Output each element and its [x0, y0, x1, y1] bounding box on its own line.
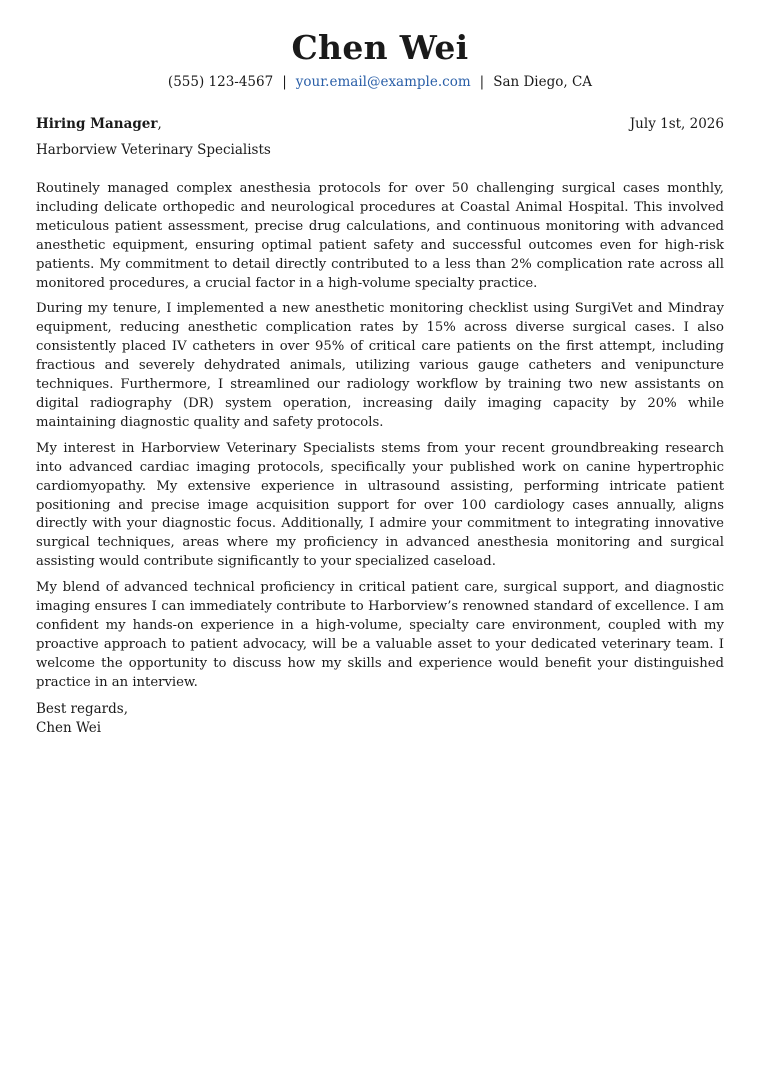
email-link[interactable]: your.email@example.com — [295, 74, 471, 90]
body-paragraph: My interest in Harborview Veterinary Specialists stems from your recent groundbreaking research into advanced cardiac imaging protocols, specifically your published work on canine hypertrophic cardiomyopathy. My extensive experience in ultrasound assisting, performing intricate patient positioning and precise image acquisition support for over 100 cardiology cases annually, aligns directly with your diagnostic focus. Additionally, I admire your commitment to integrating innovative surgical techniques, areas where my proficiency in advanced anesthesia monitoring and surgical assisting would contribute significantly to your specialized caseload. — [36, 440, 724, 570]
closing-salutation: Best regards, — [36, 700, 129, 717]
body-paragraph: Routinely managed complex anesthesia protocols for over 50 challenging surgical cases monthly, including delicate orthopedic and neurological procedures at Coastal Animal Hospital. This involved meticulous patient assessment, precise drug calculations, and continuous monitoring with advanced anesthetic equipment, ensuring optimal patient safety and successful outcomes even for high-risk patients. My commitment to detail directly contributed to a less than 2% complication rate across all monitored procedures, a crucial factor in a high-volume specialty practice. — [36, 181, 724, 291]
signature-name: Chen Wei — [36, 719, 102, 736]
body-paragraph: My blend of advanced technical proficiency in critical patient care, surgical support, and diagnostic imaging ensures I can immediately contribute to Harborview’s renowned standard of excellence. I am confident my hands-on experience in a high-volume, specialty care environment, coupled with my proactive approach to patient advocacy, will be a valuable asset to your dedicated veterinary team. I welcome the opportunity to discuss how my skills and experience would benefit your distinguished practice in an interview. — [36, 580, 724, 690]
contact-separator: | — [479, 74, 485, 90]
applicant-name: Chen Wei — [291, 28, 469, 67]
recipient-title: Hiring Manager — [36, 116, 158, 132]
letter-body — [36, 180, 724, 693]
letter-date: July 1st, 2026 — [629, 116, 724, 132]
phone-number: (555) 123-4567 — [167, 74, 274, 90]
recipient-date-row — [36, 114, 724, 134]
closing-block — [36, 700, 724, 738]
contact-line — [36, 72, 724, 92]
recipient-title-comma: , — [157, 116, 162, 132]
recipient-organization: Harborview Veterinary Specialists — [36, 142, 271, 158]
recipient-line — [36, 114, 162, 134]
location: San Diego, CA — [493, 74, 593, 90]
body-paragraph: During my tenure, I implemented a new anesthetic monitoring checklist using SurgiVet and Mindray equipment, reducing anesthetic complication rates by 15% across diverse surgical cases. I also consistently placed IV catheters in over 95% of critical care patients on the first attempt, including fractious and severely dehydrated animals, utilizing various gauge catheters and venipuncture techniques. Furthermore, I streamlined our radiology workflow by training two new assistants on digital radiography (DR) system operation, increasing daily imaging capacity by 20% while maintaining diagnostic quality and safety protocols. — [36, 301, 724, 430]
contact-separator: | — [282, 74, 287, 90]
